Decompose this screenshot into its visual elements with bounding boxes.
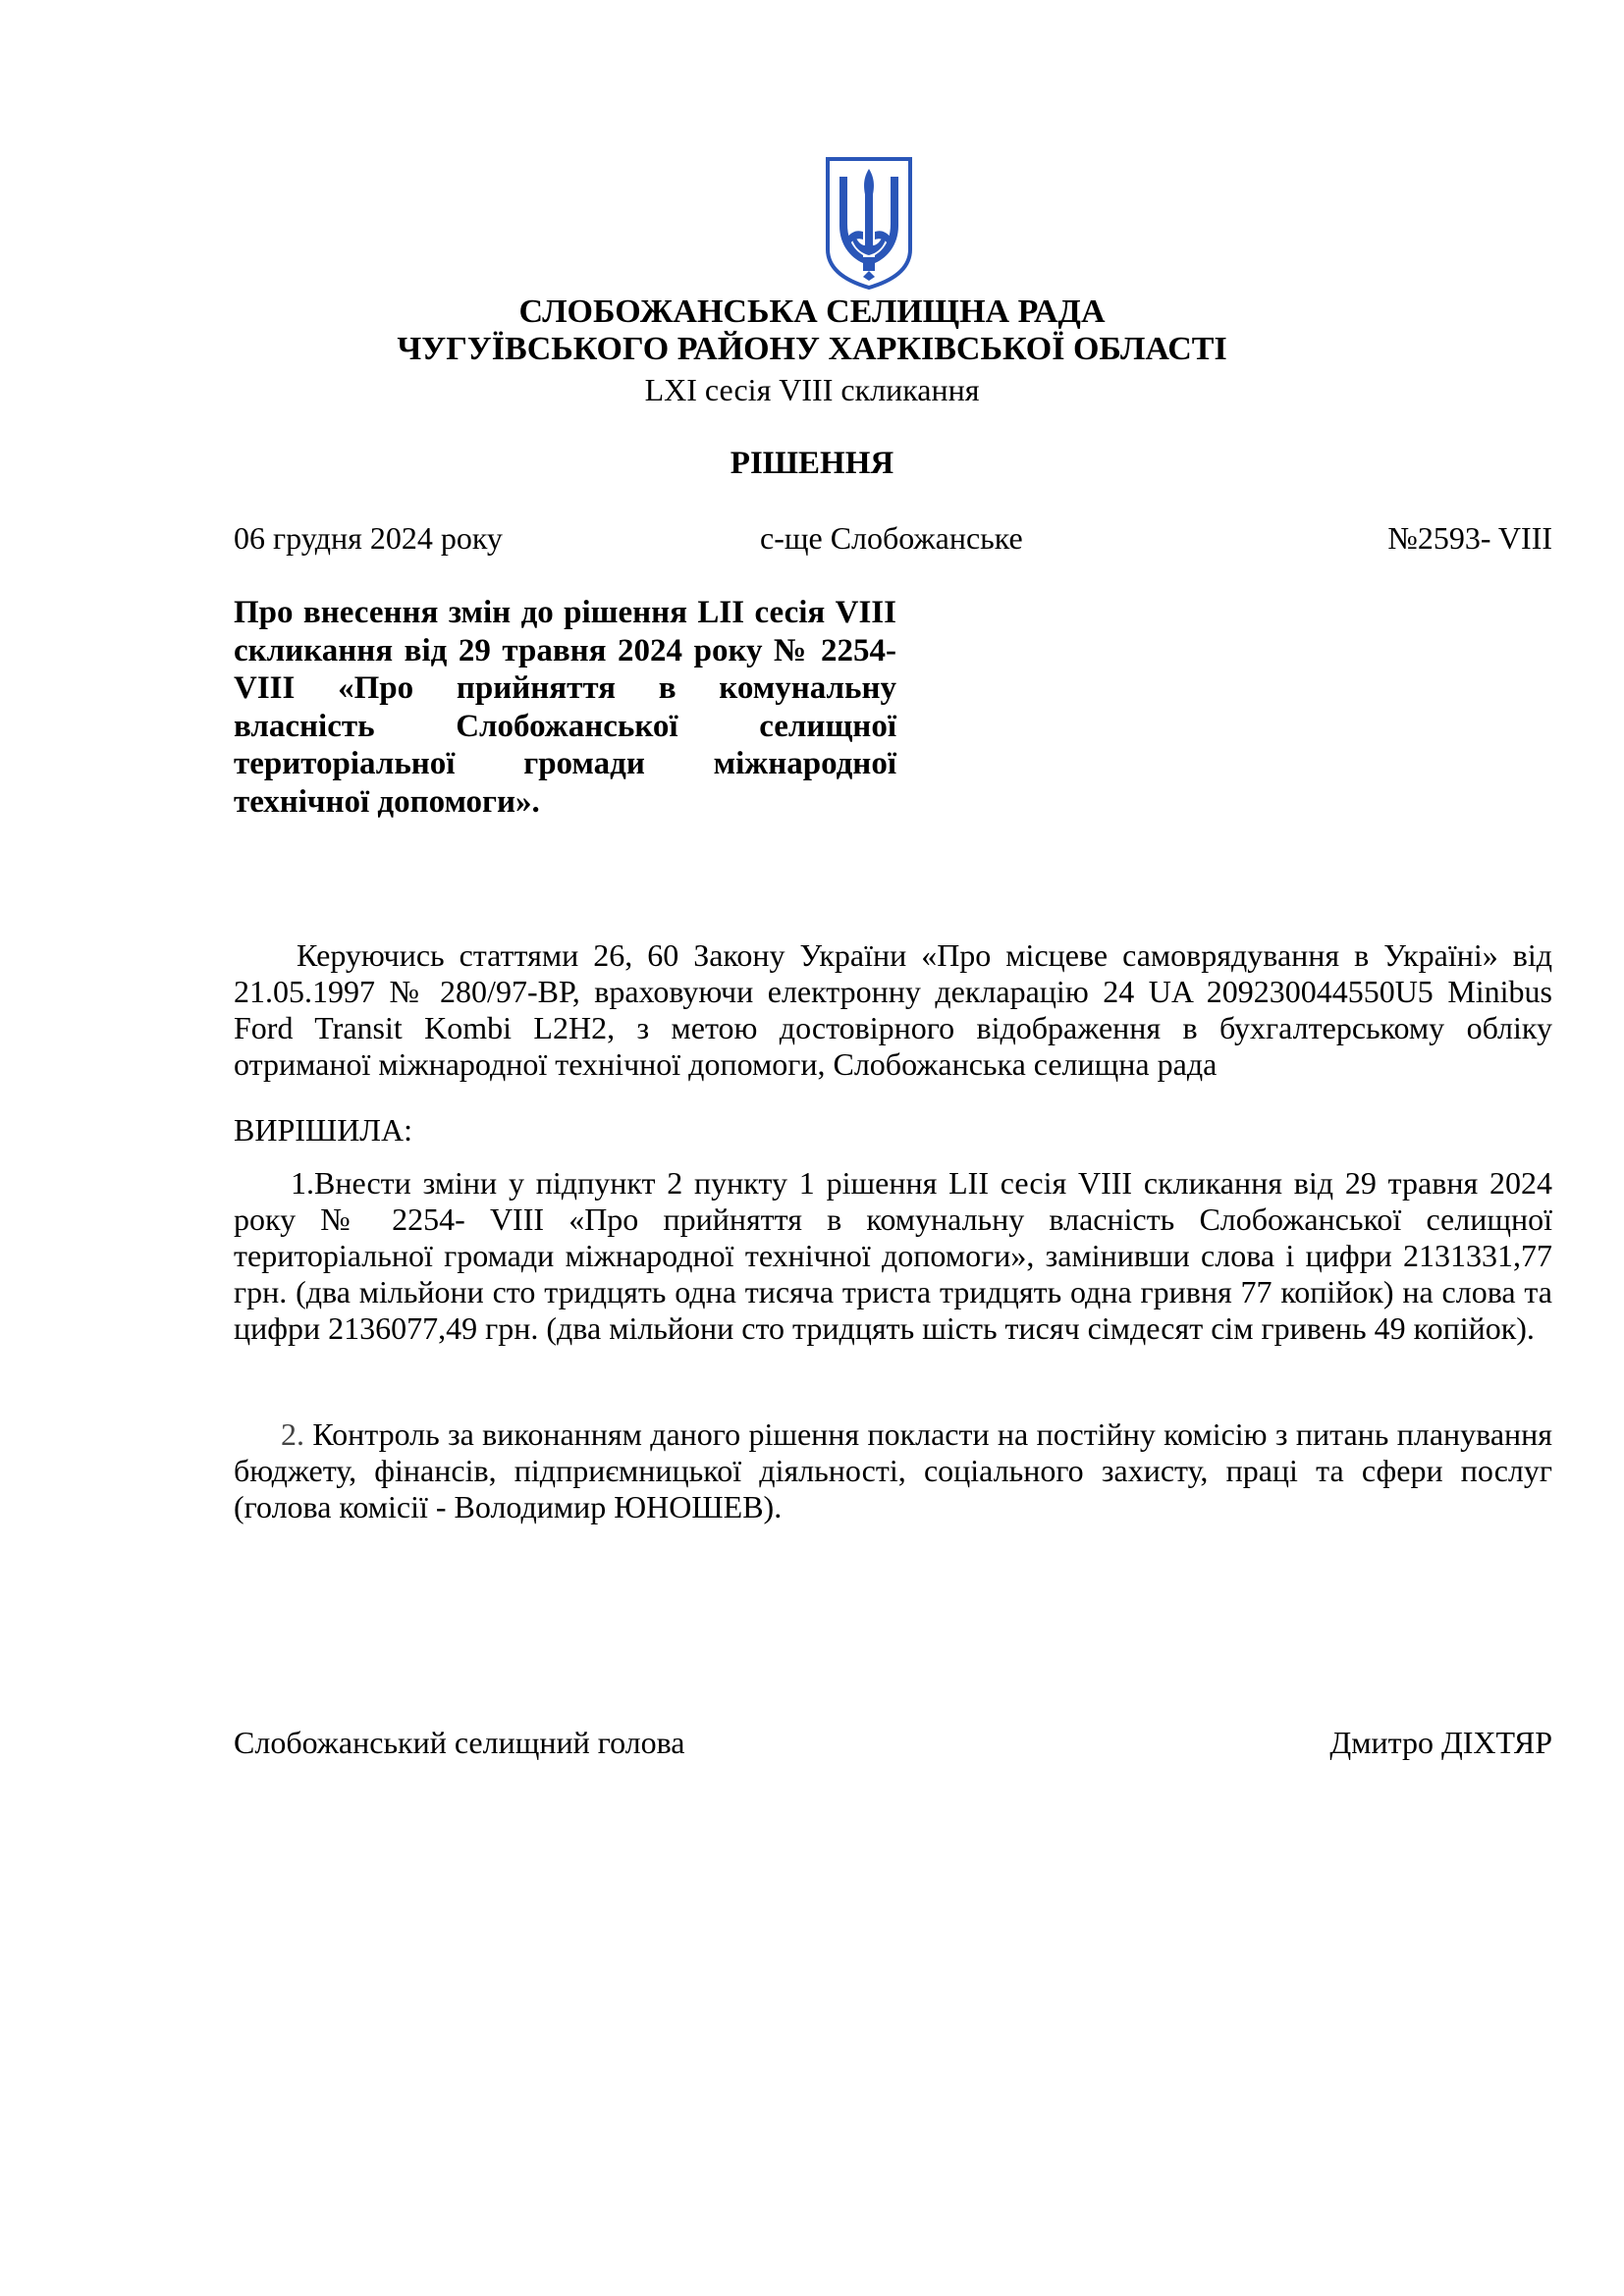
council-name: СЛОБОЖАНСЬКА СЕЛИЩНА РАДА <box>518 294 1106 330</box>
document-type-title: РІШЕННЯ <box>730 446 894 481</box>
decision-subject: Про внесення змін до рішення LII сесія VIII скликання від 29 травня 2024 року № 2254- VIII «Про прийняття в комунальну власність Слобожанської селищної територіальної громади міжнародної технічної допомоги». <box>234 595 896 820</box>
ukraine-coat-of-arms-icon <box>824 155 914 291</box>
signature-block <box>234 1723 1552 1762</box>
resolution-item-2-text: Контроль за виконанням даного рішення покласти на постійну комісію з питань планування бюджету, фінансів, підприємницької діяльності, соціального захисту, праці та сфери послуг (голова комісії - Володимир ЮНОШЕВ). <box>234 1416 1552 1524</box>
resolved-heading: ВИРІШИЛА: <box>234 1112 412 1148</box>
preamble-paragraph: Керуючись статтями 26, 60 Закону України «Про місцеве самоврядування в Україні» від 21.05.1997 № 280/97-ВР, враховуючи електронну декларацію 24 UA 209230044550U5 Minibus Ford Transit Kombi L2H2, з метою достовірного відображення в бухгалтерському обліку отриманої міжнародної технічної допомоги, Слобожанська селищна рада <box>234 937 1552 1082</box>
decision-place: с-ще Слобожанське <box>760 520 1023 556</box>
signatory-name: Дмитро ДІХТЯР <box>1329 1725 1552 1760</box>
session-info: LXI сесія VIII скликання <box>644 372 980 407</box>
resolution-item-2-number: 2. <box>281 1416 304 1452</box>
signatory-position: Слобожанський селищний голова <box>234 1725 685 1760</box>
decision-meta-row <box>234 518 1552 558</box>
resolution-item-2 <box>234 1416 1552 1525</box>
decision-date: 06 грудня 2024 року <box>234 520 503 556</box>
resolution-item-1: 1.Внести зміни у підпункт 2 пункту 1 рішення LII сесія VIII скликання від 29 травня 2024 року № 2254- VIII «Про прийняття в комунальну власність Слобожанської селищної територіальної громади міжнародної технічної допомоги», замінивши слова і цифри 2131331,77 грн. (два мільйони сто тридцять одна тисяча триста тридцять одна гривня 77 копійок) на слова та цифри 2136077,49 грн. (два мільйони сто тридцять шість тисяч сімдесят сім гривень 49 копійок). <box>234 1165 1552 1346</box>
district-region-name: ЧУГУЇВСЬКОГО РАЙОНУ ХАРКІВСЬКОЇ ОБЛАСТІ <box>397 331 1227 367</box>
decision-number: №2593- VIII <box>1387 520 1552 556</box>
